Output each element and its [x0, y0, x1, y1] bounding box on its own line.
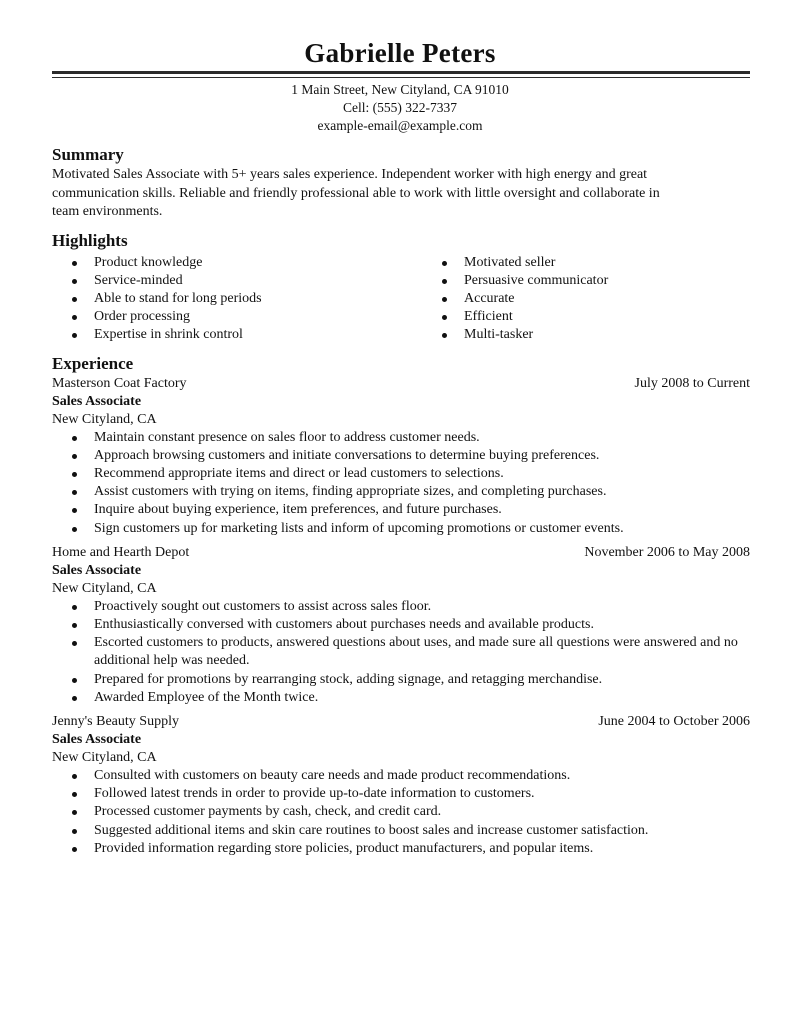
duty-item: Recommend appropriate items and direct or lead customers to selections. [52, 465, 750, 483]
contact-address: 1 Main Street, New Cityland, CA 91010 [291, 82, 509, 97]
duty-item: Awarded Employee of the Month twice. [52, 689, 750, 707]
duty-item: Provided information regarding store policies, product manufacturers, and popular items. [52, 840, 750, 858]
duty-item: Sign customers up for marketing lists and inform of upcoming promotions or customer events. [52, 520, 750, 538]
job-duties [52, 767, 750, 858]
contact-email: example-email@example.com [317, 118, 483, 133]
highlight-item: Order processing [52, 308, 422, 326]
highlight-item: Efficient [422, 308, 608, 326]
job-title: Sales Associate [52, 393, 142, 409]
job-header [52, 544, 750, 562]
job-location: New Cityland, CA [52, 580, 157, 596]
job-entry [52, 544, 750, 707]
job-entry [52, 375, 750, 538]
highlight-item: Multi-tasker [422, 326, 608, 344]
summary-heading: Summary [52, 145, 124, 164]
highlight-item: Able to stand for long periods [52, 290, 422, 308]
duty-item: Enthusiastically conversed with customers about purchases needs and available products. [52, 616, 750, 634]
resume-body [52, 144, 750, 858]
contact-phone: Cell: (555) 322-7337 [343, 100, 457, 115]
duty-item: Inquire about buying experience, item preferences, and future purchases. [52, 501, 750, 519]
duty-item: Proactively sought out customers to assist across sales floor. [52, 598, 750, 616]
job-dates: July 2008 to Current [634, 375, 750, 391]
highlight-item: Service-minded [52, 272, 422, 290]
duty-item: Approach browsing customers and initiate conversations to determine buying preferences. [52, 447, 750, 465]
highlight-item: Product knowledge [52, 254, 422, 272]
summary-line: communication skills. Reliable and friendly professional able to work with little oversight and collaborate in [52, 185, 660, 201]
duty-item: Consulted with customers on beauty care needs and made product recommendations. [52, 767, 750, 785]
job-company: Masterson Coat Factory [52, 375, 187, 391]
summary-line: Motivated Sales Associate with 5+ years sales experience. Independent worker with high energy and great [52, 167, 648, 182]
duty-item: Suggested additional items and skin care routines to boost sales and increase customer satisfaction. [52, 822, 750, 840]
highlights-heading: Highlights [52, 230, 128, 250]
job-header [52, 375, 750, 393]
duty-item: Maintain constant presence on sales floor to address customer needs. [52, 429, 750, 447]
job-dates: June 2004 to October 2006 [598, 713, 750, 729]
experience-heading: Experience [52, 353, 134, 373]
highlight-item: Accurate [422, 290, 608, 308]
job-company: Home and Hearth Depot [52, 544, 190, 560]
summary-text [52, 166, 750, 222]
job-location: New Cityland, CA [52, 411, 157, 427]
highlight-item: Persuasive communicator [422, 272, 608, 290]
candidate-name: Gabrielle Peters [304, 38, 496, 68]
highlights-column-left [52, 254, 422, 345]
highlight-item: Motivated seller [422, 254, 608, 272]
job-header [52, 713, 750, 731]
duty-item: Prepared for promotions by rearranging stock, adding signage, and retagging merchandise. [52, 671, 750, 689]
job-dates: November 2006 to May 2008 [584, 544, 750, 560]
job-entry [52, 713, 750, 858]
job-location: New Cityland, CA [52, 749, 157, 765]
header-rule-thick [52, 71, 750, 74]
highlights-column-right [422, 254, 608, 345]
job-duties [52, 429, 750, 538]
duty-item: Escorted customers to products, answered questions about uses, and made sure all questions were answered and no additional help was needed. [52, 634, 750, 670]
job-company: Jenny's Beauty Supply [52, 713, 179, 729]
header-rule-thin [52, 77, 750, 78]
duty-item: Assist customers with trying on items, finding appropriate sizes, and completing purchases. [52, 483, 750, 501]
job-title: Sales Associate [52, 562, 142, 578]
highlights-list [52, 254, 750, 345]
job-title: Sales Associate [52, 731, 142, 747]
duty-item: Processed customer payments by cash, check, and credit card. [52, 803, 750, 821]
job-duties [52, 598, 750, 707]
highlight-item: Expertise in shrink control [52, 326, 422, 344]
summary-line: team environments. [52, 204, 163, 219]
duty-item: Followed latest trends in order to provide up-to-date information to customers. [52, 785, 750, 803]
